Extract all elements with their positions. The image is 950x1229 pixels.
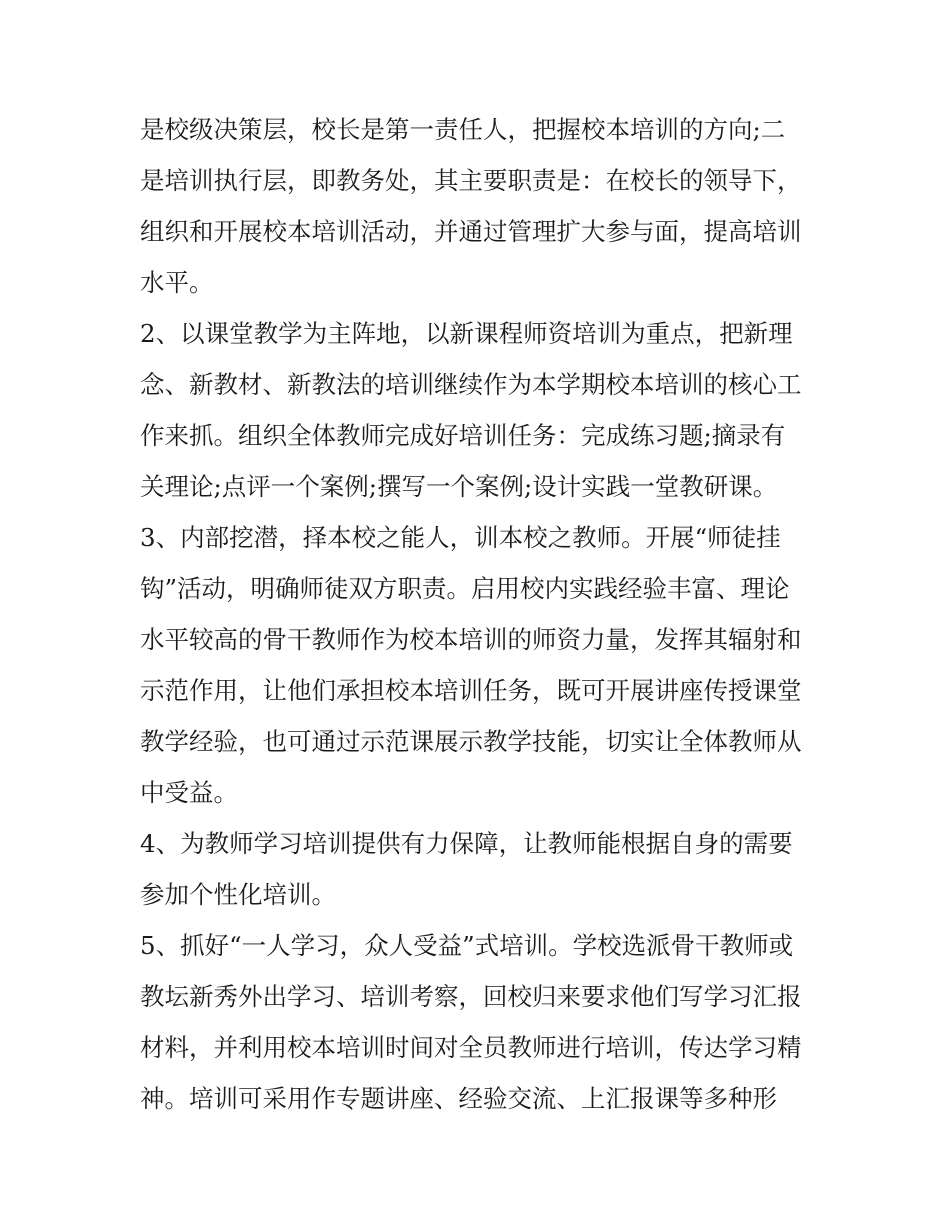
text-line: 5、抓好“一人学习，众人受益”式培训。学校选派骨干教师或 xyxy=(140,931,794,960)
text-line: 4、为教师学习培训提供有力保障，让教师能根据自身的需要 xyxy=(140,829,793,858)
text-line: 钩”活动，明确师徒双方职责。启用校内实践经验丰富、理论 xyxy=(140,574,790,603)
text-line: 关理论;点评一个案例;撰写一个案例;设计实践一堂教研课。 xyxy=(140,472,778,501)
text-line: 中受益。 xyxy=(140,778,238,807)
text-line: 教学经验，也可通过示范课展示教学技能，切实让全体教师从 xyxy=(140,727,802,756)
text-line: 水平。 xyxy=(140,268,214,297)
text-line: 是培训执行层，即教务处，其主要职责是：在校长的领导下， xyxy=(140,166,802,195)
text-line: 参加个性化培训。 xyxy=(140,880,336,909)
text-line: 教坛新秀外出学习、培训考察，回校归来要求他们写学习汇报 xyxy=(140,982,802,1011)
document-body xyxy=(140,104,820,1124)
text-line: 组织和开展校本培训活动，并通过管理扩大参与面，提高培训 xyxy=(140,217,802,246)
text-line: 材料，并利用校本培训时间对全员教师进行培训，传达学习精 xyxy=(140,1033,802,1062)
text-line: 2、以课堂教学为主阵地，以新课程师资培训为重点，把新理 xyxy=(140,319,793,348)
text-line: 是校级决策层，校长是第一责任人，把握校本培训的方向;二 xyxy=(140,115,786,144)
text-line: 示范作用，让他们承担校本培训任务，既可开展讲座传授课堂 xyxy=(140,676,802,705)
text-line: 作来抓。组织全体教师完成好培训任务：完成练习题;摘录有 xyxy=(140,421,786,450)
text-line: 念、新教材、新教法的培训继续作为本学期校本培训的核心工 xyxy=(140,370,802,399)
text-line: 3、内部挖潜，择本校之能人，训本校之教师。开展“师徒挂 xyxy=(140,523,781,552)
text-line: 水平较高的骨干教师作为校本培训的师资力量，发挥其辐射和 xyxy=(140,625,802,654)
text-line: 神。培训可采用作专题讲座、经验交流、上汇报课等多种形 xyxy=(140,1084,777,1113)
